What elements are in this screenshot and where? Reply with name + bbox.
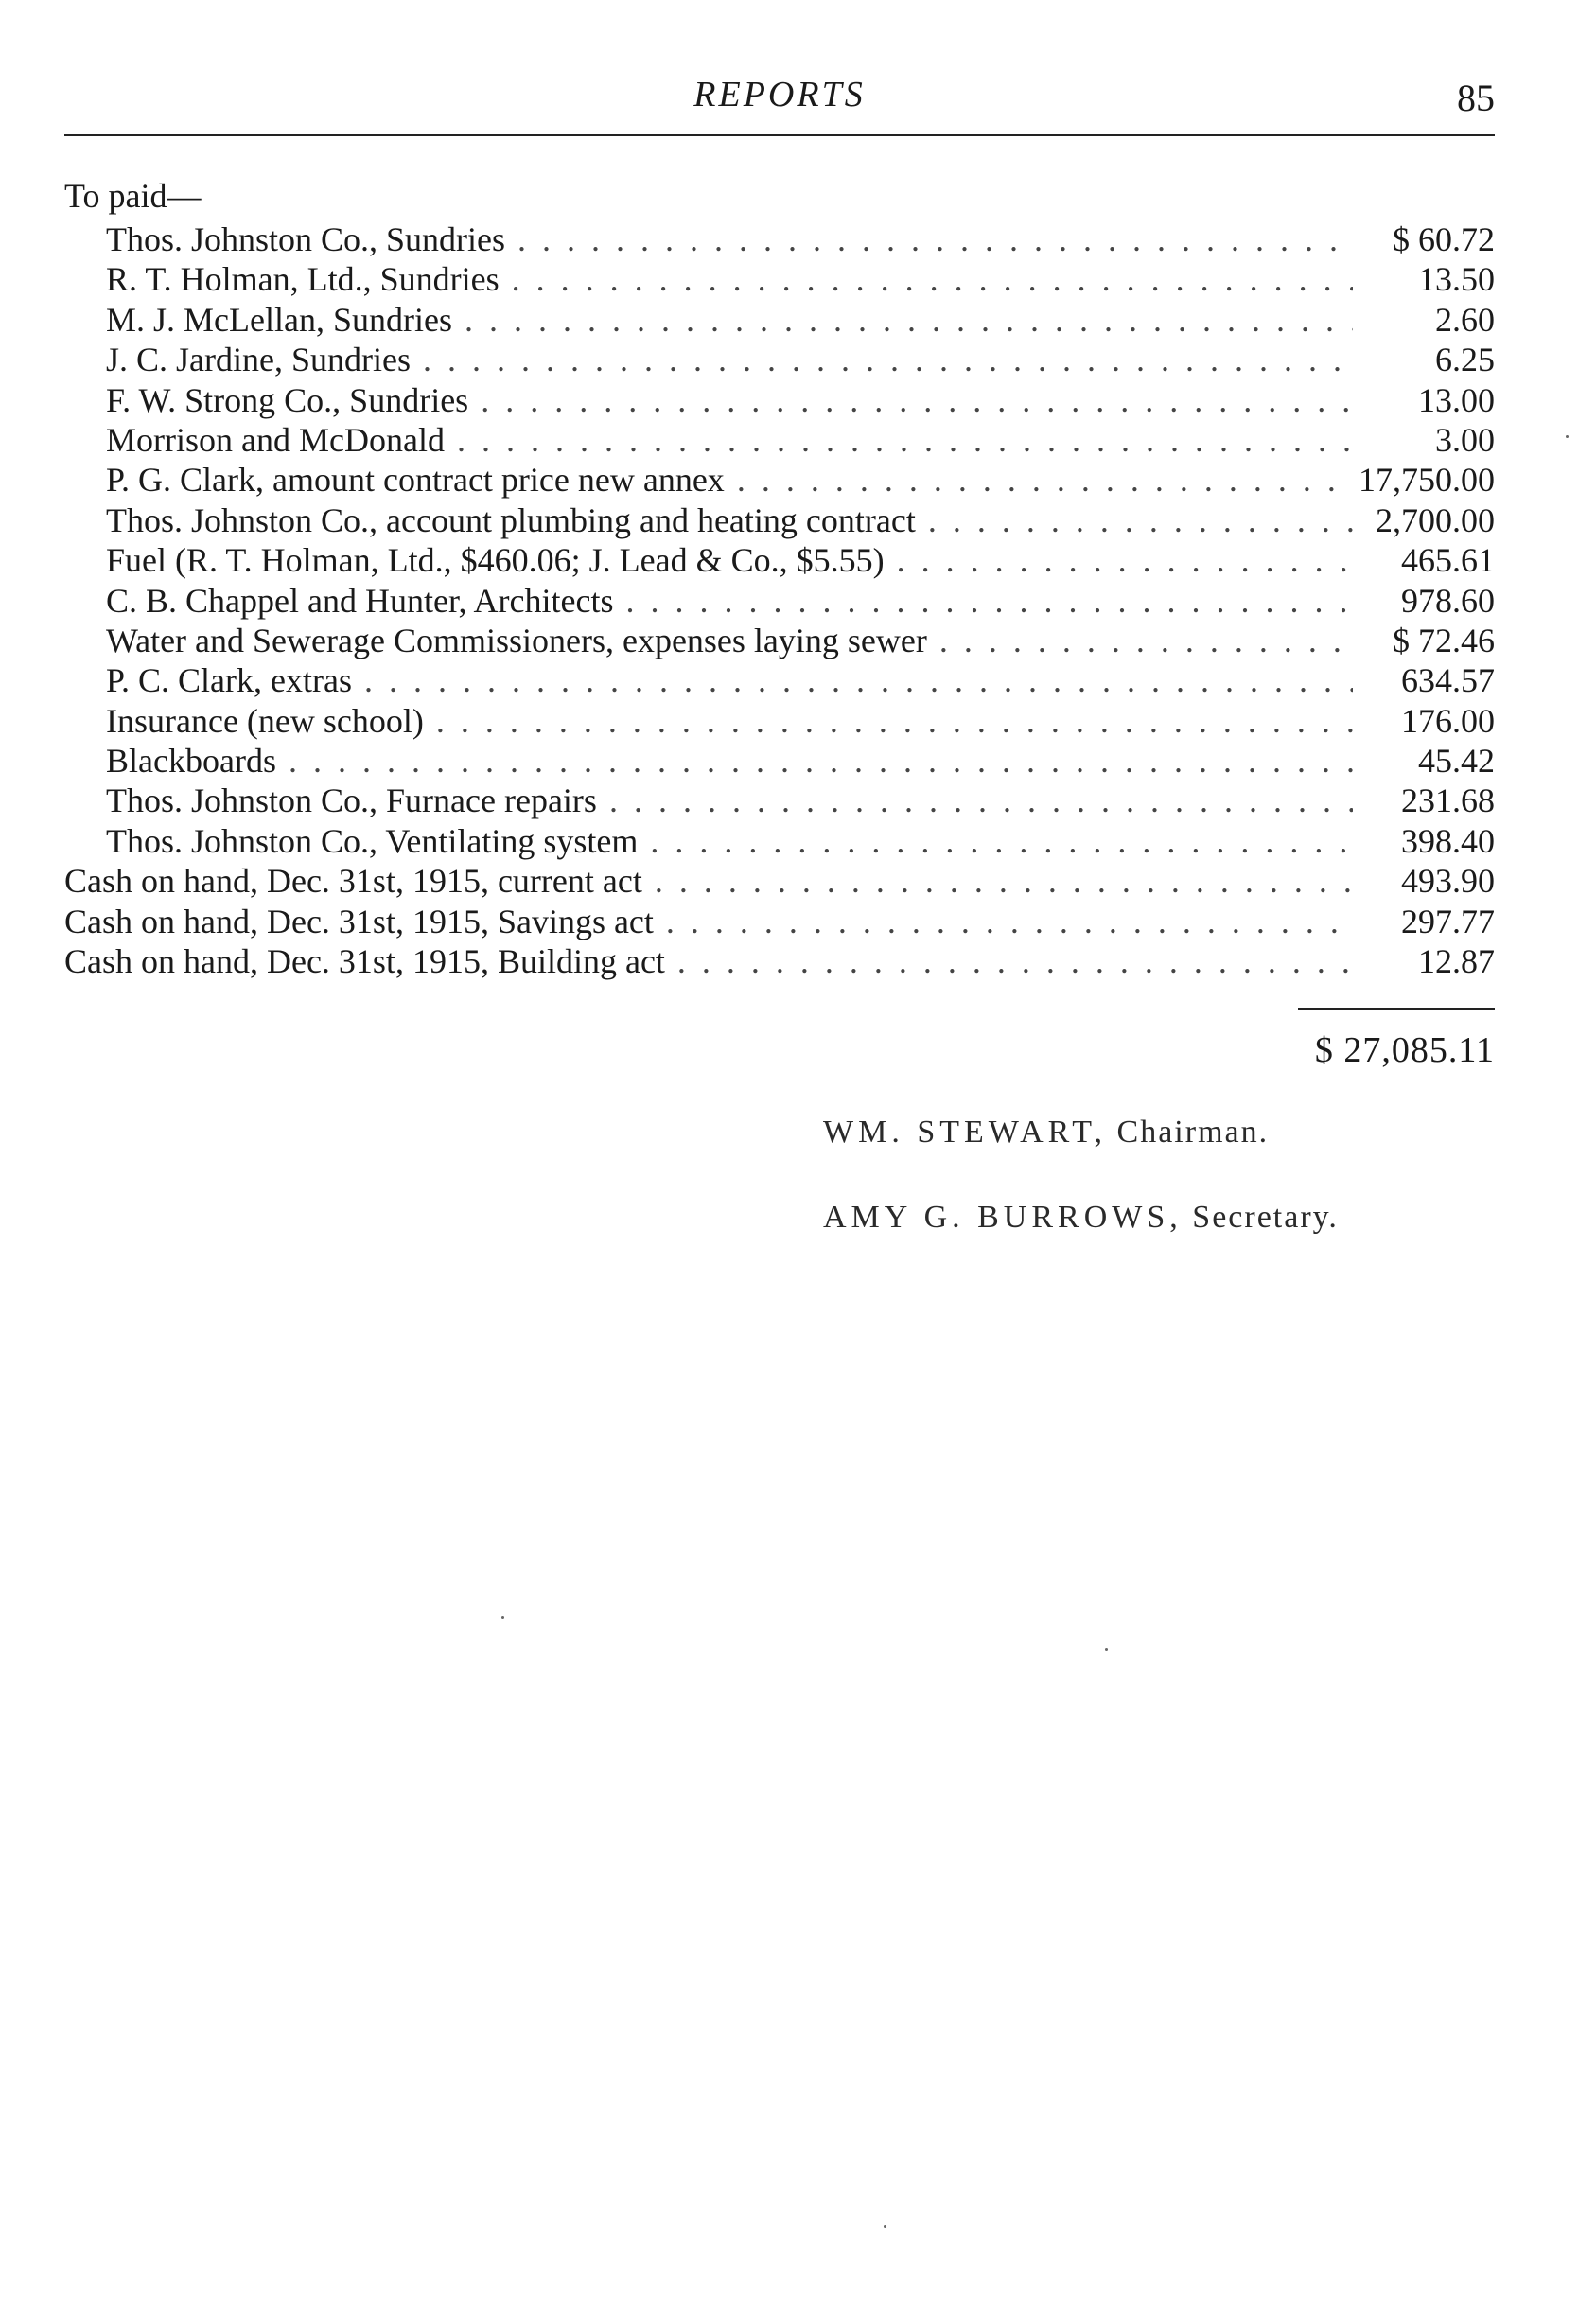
secretary-signature	[823, 1198, 1339, 1238]
ledger-row-amount: 3.00	[1353, 420, 1495, 460]
ledger-row	[64, 300, 1495, 340]
ledger-row-description: P. G. Clark, amount contract price new annex . . .	[106, 460, 1353, 500]
ledger-row-amount: 398.40	[1353, 821, 1495, 861]
ledger-row	[64, 259, 1495, 299]
ledger-row-description: R. T. Holman, Ltd., Sundries . . .	[106, 259, 1353, 299]
ledger-intro: To paid—	[64, 177, 202, 215]
running-title: REPORTS	[693, 75, 866, 114]
ledger-row-amount: 634.57	[1353, 660, 1495, 700]
ledger-row	[64, 501, 1495, 540]
ledger-row	[64, 741, 1495, 781]
chairman-title: Chairman.	[1116, 1115, 1270, 1150]
ledger-row-description: P. C. Clark, extras . . .	[106, 660, 1353, 700]
ledger-row-amount: 231.68	[1353, 781, 1495, 820]
ledger-row-amount: 13.50	[1353, 259, 1495, 299]
ledger-row	[64, 902, 1495, 941]
ledger-row-description: Fuel (R. T. Holman, Ltd., $460.06; J. Lead & Co., $5.55) . . .	[106, 540, 1353, 580]
scan-speck	[1105, 1648, 1108, 1651]
ledger-row	[64, 581, 1495, 621]
ledger-row-description: Thos. Johnston Co., Furnace repairs . . .	[106, 781, 1353, 820]
ledger-row-description: M. J. McLellan, Sundries . . .	[106, 300, 1353, 340]
secretary-title: Secretary.	[1192, 1200, 1339, 1235]
ledger-row-amount: 17,750.00	[1353, 460, 1495, 500]
ledger-row	[64, 701, 1495, 741]
ledger-row-amount: 176.00	[1353, 701, 1495, 741]
ledger-row-description: Morrison and McDonald . . .	[106, 420, 1353, 460]
scan-speck	[1566, 435, 1569, 438]
ledger-row	[64, 340, 1495, 379]
signature-block	[823, 1113, 1339, 1283]
ledger-row	[64, 621, 1495, 660]
ledger-row	[64, 460, 1495, 500]
ledger-row-description: Insurance (new school) . . .	[106, 701, 1353, 741]
ledger-row-amount: $ 60.72	[1353, 220, 1495, 259]
ledger-row-amount: 6.25	[1353, 340, 1495, 379]
ledger-row-amount: 2,700.00	[1353, 501, 1495, 540]
ledger-row	[64, 781, 1495, 820]
ledger-row-description: Thos. Johnston Co., Sundries . . .	[106, 220, 1353, 259]
ledger-row	[64, 861, 1495, 901]
scan-speck	[884, 2225, 886, 2228]
ledger-row	[64, 220, 1495, 259]
ledger-row-description: Water and Sewerage Commissioners, expenses laying sewer . . .	[106, 621, 1353, 660]
ledger-row-description: C. B. Chappel and Hunter, Architects . . .	[106, 581, 1353, 621]
ledger-total: $ 27,085.11	[1314, 1030, 1495, 1070]
ledger-row	[64, 380, 1495, 420]
ledger-row-amount: 13.00	[1353, 380, 1495, 420]
chairman-signature	[823, 1113, 1339, 1152]
ledger-row	[64, 941, 1495, 981]
ledger-table	[64, 220, 1495, 981]
ledger-row-description: Cash on hand, Dec. 31st, 1915, Savings act . . .	[64, 902, 1353, 941]
page-header	[64, 74, 1495, 131]
ledger-row	[64, 660, 1495, 700]
ledger-row-amount: 297.77	[1353, 902, 1495, 941]
total-rule	[1298, 1008, 1495, 1010]
ledger-row-amount: 465.61	[1353, 540, 1495, 580]
ledger-row-description: Cash on hand, Dec. 31st, 1915, current act . . .	[64, 861, 1353, 901]
ledger-row	[64, 420, 1495, 460]
ledger-row-description: F. W. Strong Co., Sundries . . .	[106, 380, 1353, 420]
ledger-row-description: Blackboards . . .	[106, 741, 1353, 781]
ledger-row-description: Cash on hand, Dec. 31st, 1915, Building act . . .	[64, 941, 1353, 981]
ledger-row-description: Thos. Johnston Co., Ventilating system . . .	[106, 821, 1353, 861]
ledger-row	[64, 540, 1495, 580]
header-rule	[64, 134, 1495, 136]
ledger-row-amount: 12.87	[1353, 941, 1495, 981]
ledger-row-amount: 978.60	[1353, 581, 1495, 621]
ledger-row-amount: 45.42	[1353, 741, 1495, 781]
ledger-row-amount: 493.90	[1353, 861, 1495, 901]
scan-speck	[501, 1616, 504, 1619]
page-number: 85	[1457, 77, 1495, 119]
ledger-row	[64, 821, 1495, 861]
ledger-row-description: Thos. Johnston Co., account plumbing and heating contract . . .	[106, 501, 1353, 540]
chairman-name: WM. STEWART,	[823, 1115, 1108, 1150]
secretary-name: AMY G. BURROWS,	[823, 1200, 1183, 1235]
ledger-row-description: J. C. Jardine, Sundries . . .	[106, 340, 1353, 379]
ledger-row-amount: 2.60	[1353, 300, 1495, 340]
ledger-row-amount: $ 72.46	[1353, 621, 1495, 660]
